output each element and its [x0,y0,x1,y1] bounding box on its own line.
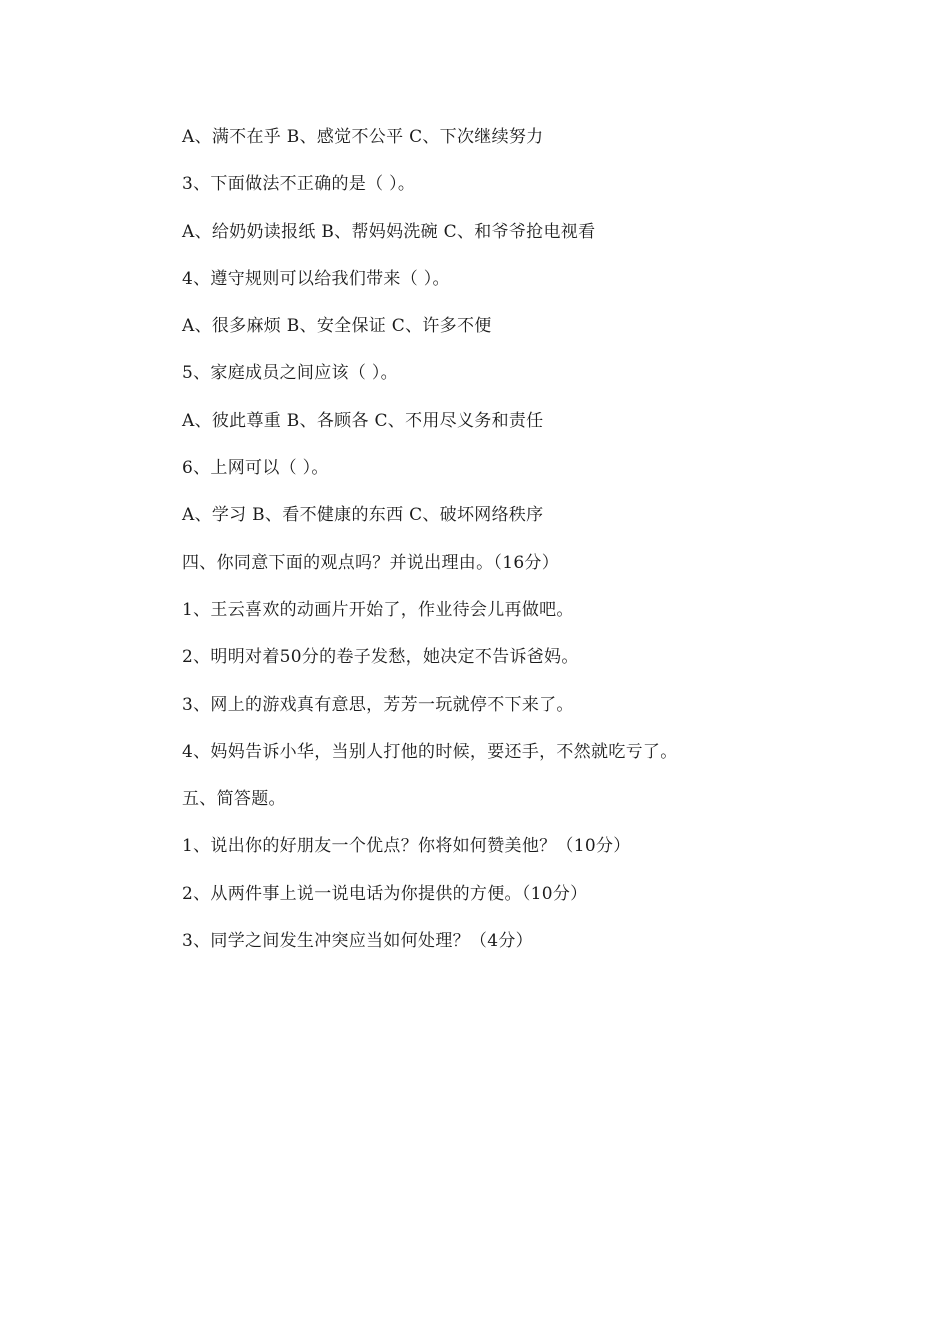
option-line: A、很多麻烦 B、安全保证 C、许多不便 [182,316,492,337]
question-line: 6、上网可以（ ）。 [182,458,329,479]
question-line: 3、下面做法不正确的是（ ）。 [182,174,416,195]
question-line: 4、遵守规则可以给我们带来（ ）。 [182,268,450,289]
question-line: 5、家庭成员之间应该（ ）。 [182,363,398,384]
question-line: 1、说出你的好朋友一个优点？你将如何赞美他？（10分） [182,836,631,857]
question-line: 3、同学之间发生冲突应当如何处理？（4分） [182,931,533,952]
question-list [182,120,882,971]
question-line: 1、王云喜欢的动画片开始了，作业待会儿再做吧。 [182,599,574,620]
question-line: 2、从两件事上说一说电话为你提供的方便。（10分） [182,883,588,904]
question-line: 3、网上的游戏真有意思，芳芳一玩就停不下来了。 [182,694,574,715]
section-heading: 五、简答题。 [182,789,286,810]
section-heading: 四、你同意下面的观点吗？并说出理由。（16分） [182,552,560,573]
option-line: A、给奶奶读报纸 B、帮妈妈洗碗 C、和爷爷抢电视看 [182,221,596,242]
question-line: 2、明明对着50分的卷子发愁，她决定不告诉爸妈。 [182,647,579,668]
option-line: A、彼此尊重 B、各顾各 C、不用尽义务和责任 [182,410,544,431]
question-line: 4、妈妈告诉小华，当别人打他的时候，要还手，不然就吃亏了。 [182,741,678,762]
option-line: A、满不在乎 B、感觉不公平 C、下次继续努力 [182,127,544,147]
option-line: A、学习 B、看不健康的东西 C、破坏网络秩序 [182,505,544,526]
